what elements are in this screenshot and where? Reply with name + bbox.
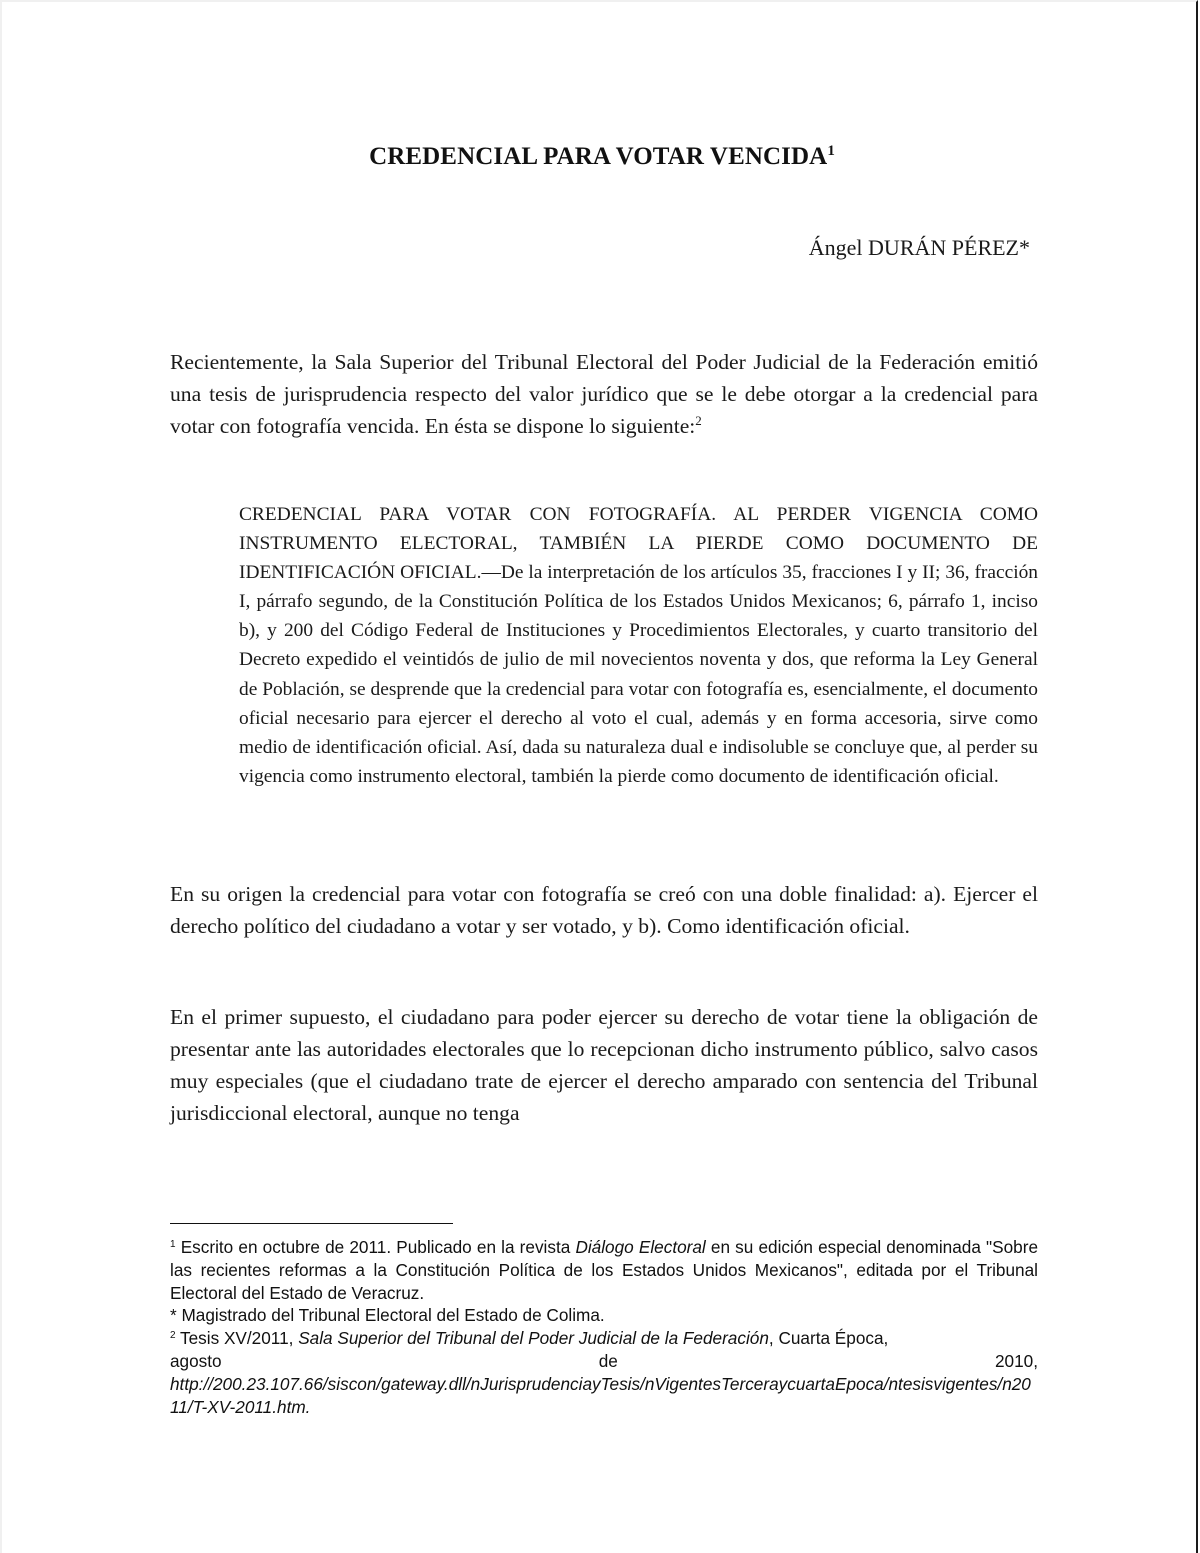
document-title [2,143,1200,171]
jurisprudence-quote [239,500,1038,791]
footnote-2-de: de [598,1350,618,1371]
footnote-2-text-after: , Cuarta Época, [768,1328,889,1349]
footnote-2-month: agosto [170,1350,222,1371]
footnote-2 [170,1327,1038,1350]
footnote-1-journal: Diálogo Electoral [575,1237,706,1257]
footnote-1 [170,1236,1038,1304]
author-footnote: * Magistrado del Tribunal Electoral del Estado de Colima. [170,1305,605,1326]
footnote-2-text-before: Tesis XV/2011, [175,1328,299,1349]
footnote-2-url[interactable]: http://200.23.107.66/siscon/gateway.dll/nJurisprudenciayTesis/nVigentesTerceraycuartaEpoca/ntesisvigentes/n2011/T-XV-2011.htm. [170,1373,1031,1417]
title-text: CREDENCIAL PARA VOTAR VENCIDA [369,143,828,170]
quote-heading: CREDENCIAL PARA VOTAR CON FOTOGRAFÍA. AL PERDER VIGENCIA COMO INSTRUMENTO ELECTORAL, TAMBIÉN LA PIERDE COMO DOCUMENTO DE IDENTIFICACIÓN OFICIAL. [239,504,1038,584]
footnote-2-marker: 2 [170,1330,176,1342]
footnote-1-text-after: en su edición especial denominada "Sobre las recientes reformas a la Constitución Política de los Estados Unidos Mexicanos", editada por el Tribunal Electoral del Estado de Veracruz. [170,1237,1039,1303]
footnote-separator [170,1223,453,1224]
title-footnote-ref[interactable]: 1 [827,143,835,159]
footnote-2-date-line [170,1350,1038,1373]
intro-paragraph [170,346,1038,442]
origin-paragraph: En su origen la credencial para votar con fotografía se creó con una doble finalidad: a). Ejercer el derecho político del ciudadano a votar y ser votado, y b). Como identificación oficial. [170,882,1038,938]
footnote-2-court: Sala Superior del Tribunal del Poder Judicial de la Federación [298,1328,769,1349]
first-case-paragraph: En el primer supuesto, el ciudadano para poder ejercer su derecho de votar tiene la obligación de presentar ante las autoridades electorales que lo recepcionan dicho instrumento público, salvo casos muy especiales (que el ciudadano trate de ejercer el derecho amparado con sentencia del Tribunal jurisdiccional electoral, aunque no tenga [170,1005,1038,1125]
author-name: Ángel DURÁN PÉREZ* [808,235,1030,260]
quote-text: —De la interpretación de los artículos 35, fracciones I y II; 36, fracción I, párrafo segundo, de la Constitución Política de los Estados Unidos Mexicanos; 6, párrafo 1, inciso b), y 200 del Código Federal de Instituciones y Procedimientos Electorales, y cuarto transitorio del Decreto expedido el veintidós de julio de mil novecientos noventa y dos, que reforma la Ley General de Población, se desprende que la credencial para votar con fotografía es, esencialmente, el documento oficial necesario para ejercer el derecho al voto el cual, además y en forma accesoria, sirve como medio de identificación oficial. Así, dada su naturaleza dual e indisoluble se concluye que, al perder su vigencia como instrumento electoral, también la pierde como documento de identificación oficial. [239,562,1038,787]
footnotes-section [170,1236,1038,1418]
footnote-2-year: 2010, [994,1350,1038,1371]
footnote-1-marker: 1 [170,1239,176,1250]
footnote-ref-2[interactable]: 2 [695,413,702,428]
intro-paragraph-text: Recientemente, la Sala Superior del Tribunal Electoral del Poder Judicial de la Federación emitió una tesis de jurisprudencia respecto del valor jurídico que se le debe otorgar a la credencial para votar con fotografía vencida. En ésta se dispone lo siguiente: [170,350,1038,438]
footnote-1-text-before: Escrito en octubre de 2011. Publicado en la revista [175,1237,576,1257]
